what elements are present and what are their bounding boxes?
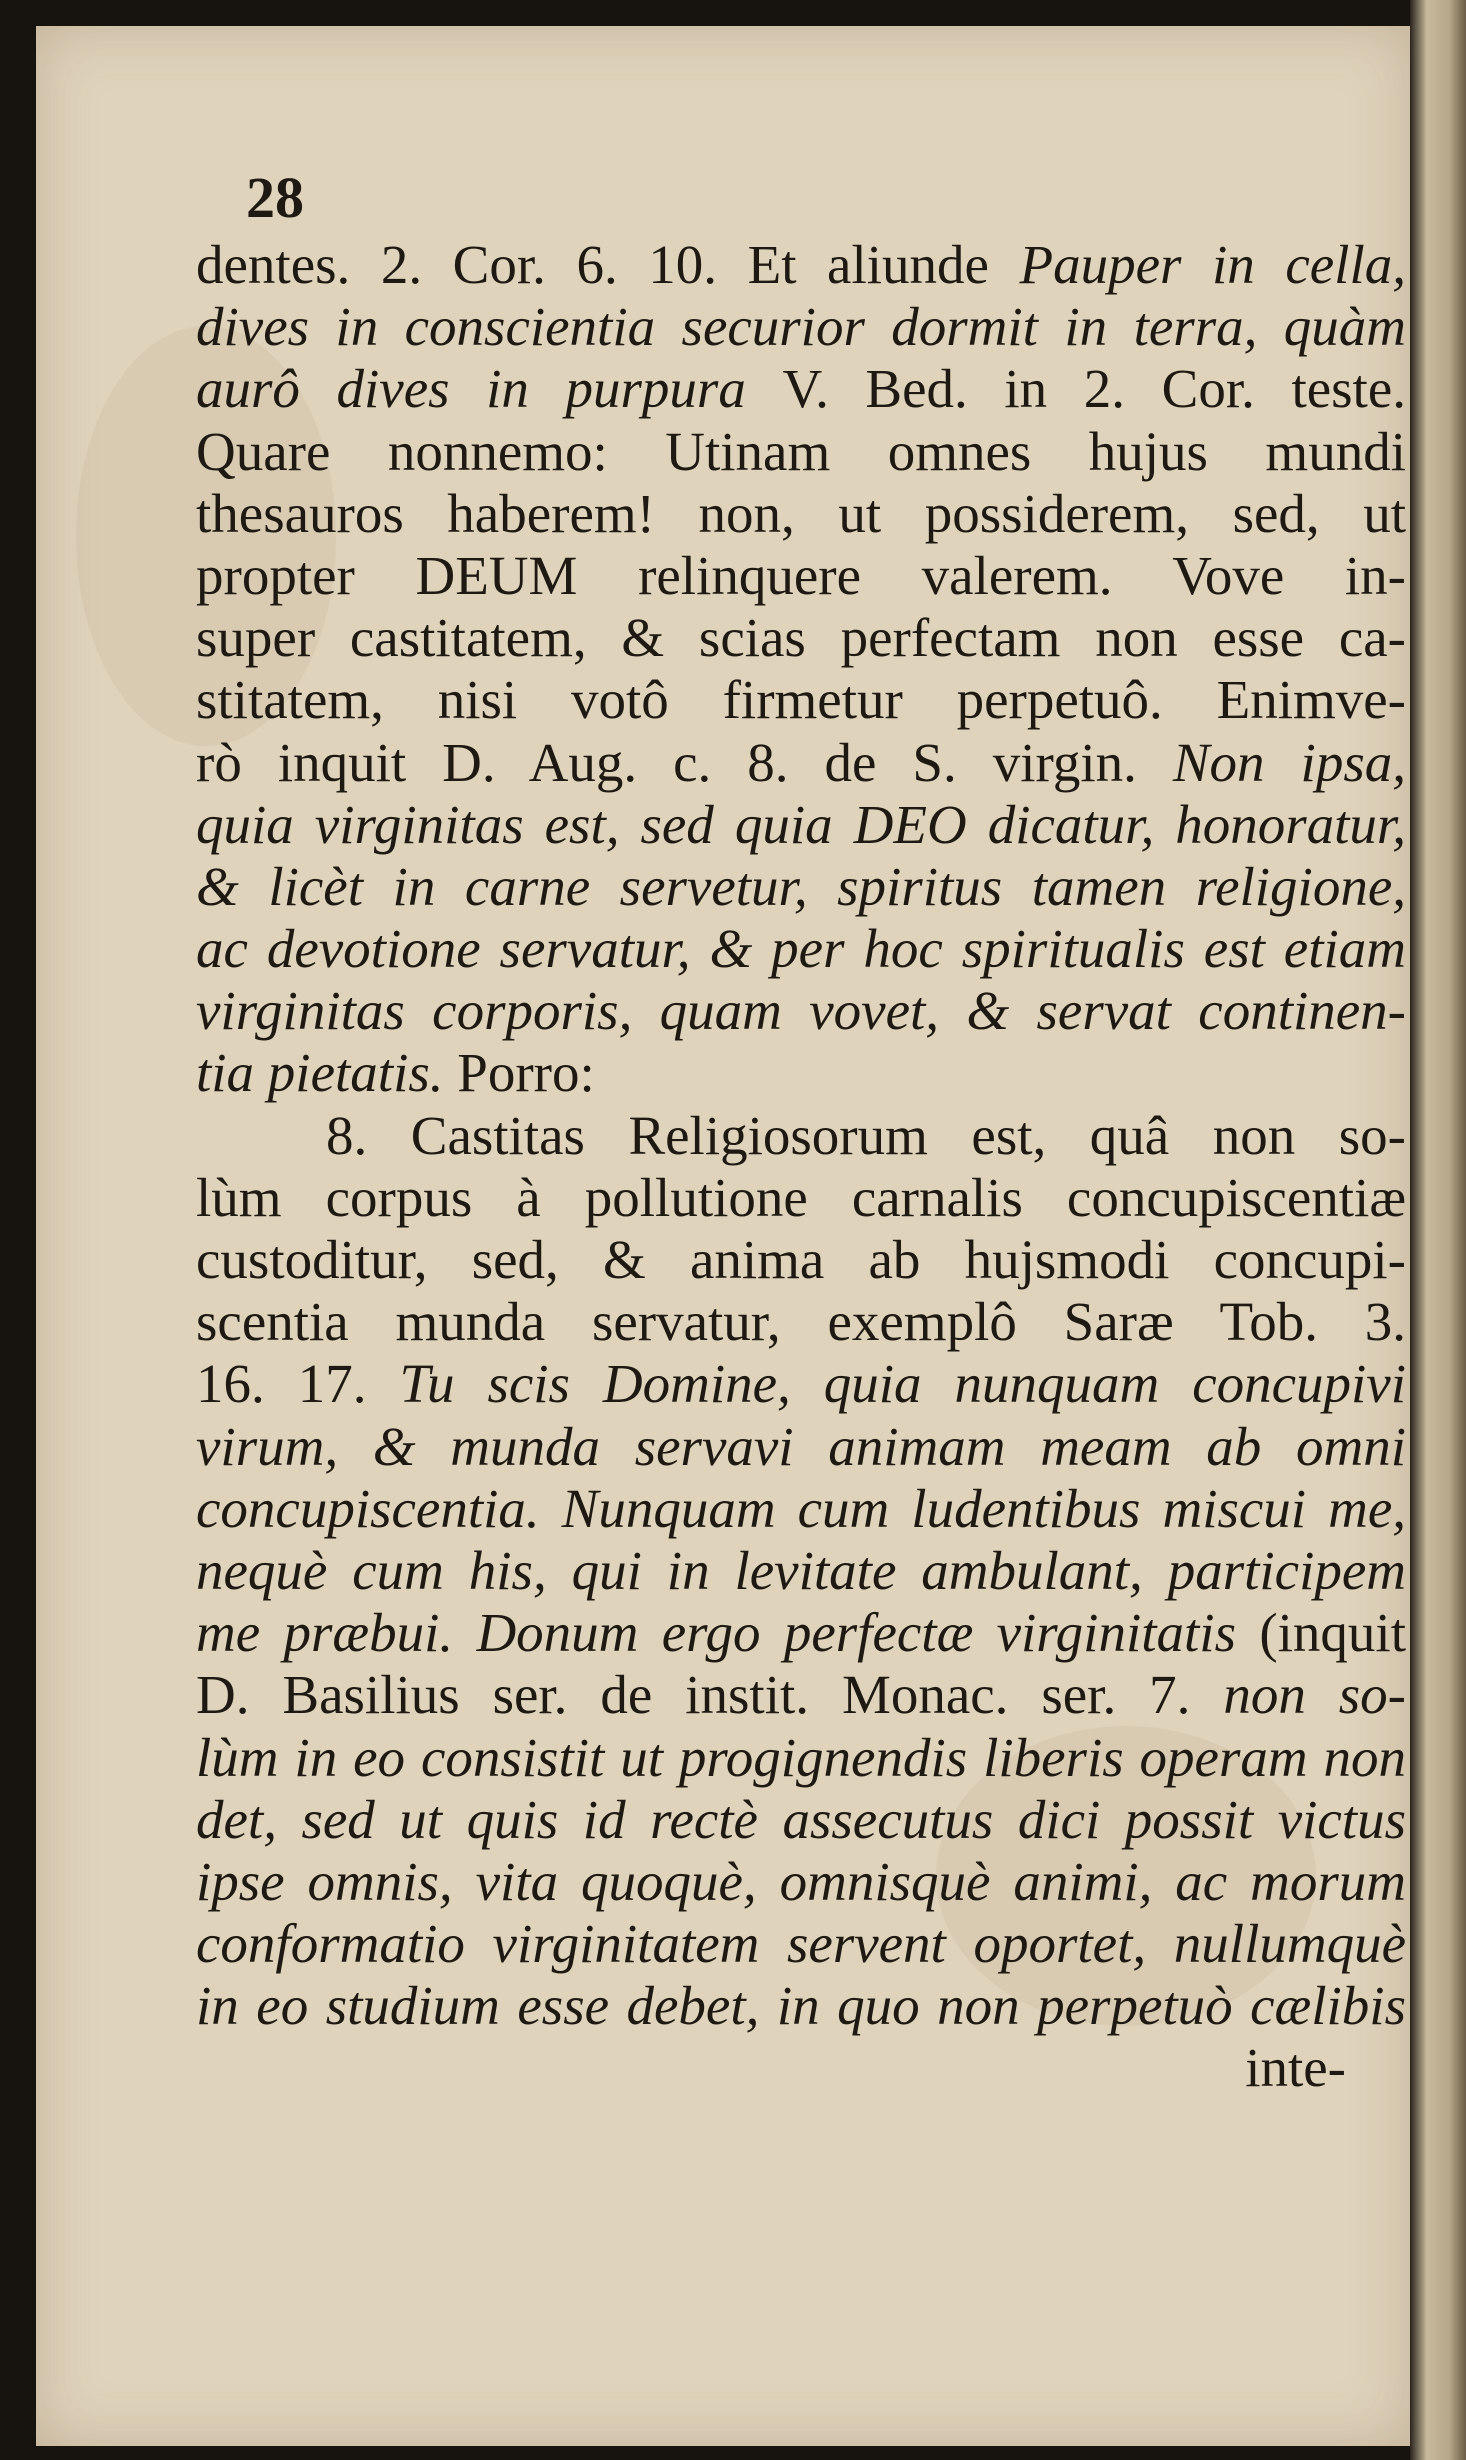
text-run: scentia munda servatur, exemplô Saræ Tob. 3. <box>196 1291 1406 1353</box>
text-line <box>196 358 1406 420</box>
text-line <box>196 607 1406 669</box>
text-line <box>196 918 1406 980</box>
text-line <box>196 296 1406 358</box>
text-line <box>196 1416 1406 1478</box>
text-line <box>196 1851 1406 1913</box>
text-run: Porro: <box>457 1042 595 1104</box>
text-run: lùm in eo consistit ut progignendis liberis operam non <box>196 1726 1406 1788</box>
text-body <box>196 234 1406 2100</box>
text-run: concupiscentia. Nunquam cum ludentibus miscui me, <box>196 1477 1406 1539</box>
text-line <box>196 1913 1406 1975</box>
text-run: thesauros haberem! non, ut possiderem, sed, ut <box>196 482 1406 544</box>
text-line <box>196 794 1406 856</box>
text-line <box>196 1664 1406 1726</box>
text-line <box>196 1291 1406 1353</box>
text-line <box>196 1042 1406 1104</box>
text-line <box>196 1105 1406 1167</box>
text-line <box>196 1975 1406 2037</box>
text-run: Pauper in cella, <box>1019 234 1406 295</box>
text-run: Quare nonnemo: Utinam omnes hujus mundi <box>196 420 1406 482</box>
text-run: Tu scis Domine, quia nunquam concupivi <box>399 1353 1407 1415</box>
text-run: aurô dives in purpura <box>196 358 783 420</box>
text-line <box>196 1789 1406 1851</box>
text-run: lùm corpus à pollutione carnalis concupiscentiæ <box>196 1166 1406 1228</box>
text-run: ac devotione servatur, & per hoc spiritualis est etiam <box>196 918 1406 980</box>
text-line <box>196 234 1406 296</box>
book-edge <box>1410 0 1466 2460</box>
text-run: dentes. 2. Cor. 6. 10. Et aliunde <box>196 234 1020 295</box>
text-line <box>196 1540 1406 1602</box>
text-run: virginitas corporis, quam vovet, & servat continen- <box>196 980 1406 1042</box>
text-line <box>196 1229 1406 1291</box>
text-run: (inquit <box>1259 1602 1406 1664</box>
text-run: nequè cum his, qui in levitate ambulant, participem <box>196 1539 1406 1601</box>
text-run: conformatio virginitatem servent oportet, nullumquè <box>196 1913 1406 1975</box>
text-run: stitatem, nisi votô firmetur perpetuô. Enimve- <box>196 669 1406 731</box>
text-run: rò inquit D. Aug. c. 8. de S. virgin. <box>196 731 1173 793</box>
text-line <box>196 1167 1406 1229</box>
text-line <box>196 980 1406 1042</box>
book-page <box>36 26 1410 2446</box>
text-run: & licèt in carne servetur, spiritus tamen religione, <box>196 855 1406 917</box>
text-run: Non ipsa, <box>1172 731 1406 793</box>
text-line <box>196 1602 1406 1664</box>
text-run: me præbui. Donum ergo perfectæ virginitatis <box>196 1602 1260 1664</box>
text-line <box>196 1353 1406 1415</box>
text-run: 8. Castitas Religiosorum est, quâ non so- <box>326 1104 1406 1166</box>
text-run: in eo studium esse debet, in quo non perpetuò cælibis <box>196 1975 1406 2037</box>
text-line <box>196 856 1406 918</box>
text-run: virum, & munda servavi animam meam ab omni <box>196 1415 1406 1477</box>
text-run: 16. 17. <box>196 1353 400 1415</box>
text-run: super castitatem, & scias perfectam non esse ca- <box>196 607 1406 669</box>
text-run: propter DEUM relinquere valerem. Vove in- <box>196 544 1406 606</box>
text-run: custoditur, sed, & anima ab hujsmodi concupi- <box>196 1229 1406 1290</box>
text-line <box>196 421 1406 483</box>
text-line <box>196 1478 1406 1540</box>
text-line <box>196 1727 1406 1789</box>
text-run: ipse omnis, vita quoquè, omnisquè animi, ac morum <box>196 1850 1406 1912</box>
page-number: 28 <box>246 165 304 230</box>
catchword: inte- <box>1245 2037 1346 2099</box>
text-run: quia virginitas est, sed quia DEO dicatur, honoratur, <box>196 793 1406 855</box>
text-run: dives in conscientia securior dormit in terra, quàm <box>196 296 1406 358</box>
text-run: tia pietatis. <box>196 1042 458 1104</box>
text-run: V. Bed. in 2. Cor. teste. <box>782 358 1406 420</box>
text-line <box>196 545 1406 607</box>
text-run: D. Basilius ser. de instit. Monac. ser. 7. <box>196 1664 1224 1726</box>
text-line <box>196 669 1406 731</box>
text-line <box>196 732 1406 794</box>
text-line <box>196 483 1406 545</box>
text-run: det, sed ut quis id rectè assecutus dici possit victus <box>196 1788 1406 1850</box>
text-run: non so- <box>1223 1664 1406 1726</box>
